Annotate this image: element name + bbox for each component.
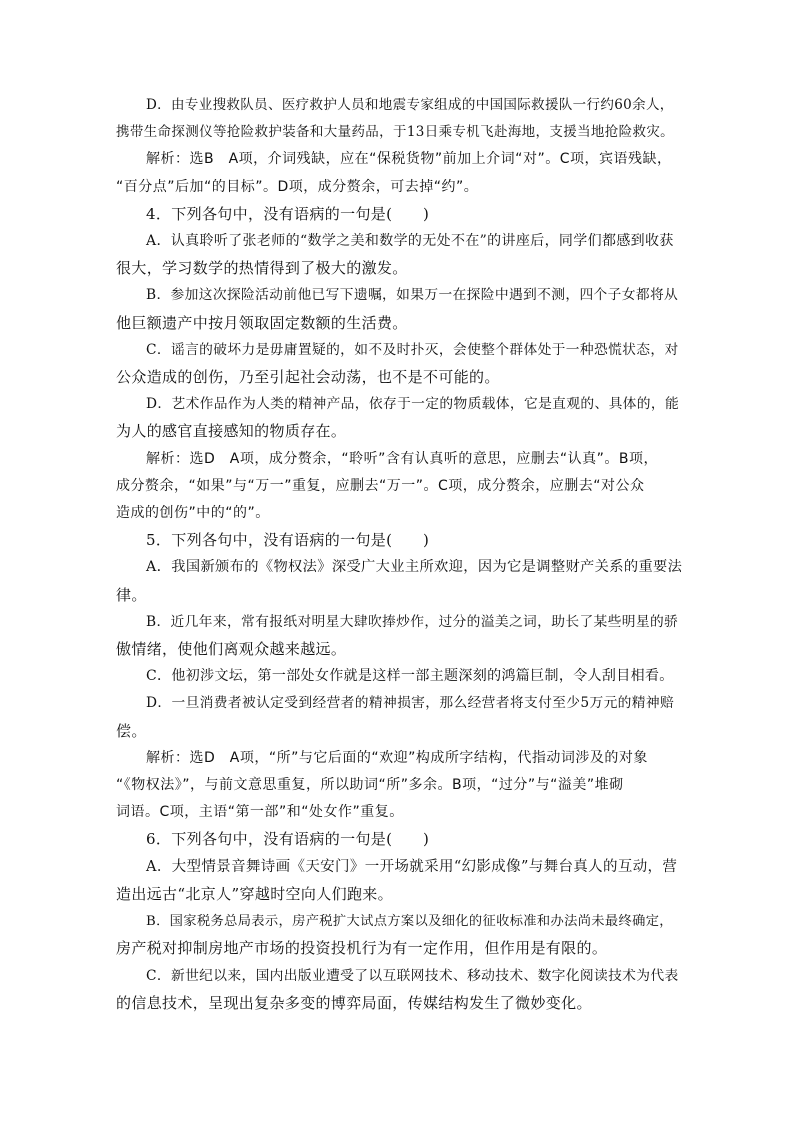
text-line: 很大，学习数学的热情得到了极大的激发。	[116, 259, 408, 278]
analysis-line: 造成的创伤”中的“的”。	[116, 505, 270, 522]
text-line: 偿。	[116, 721, 147, 740]
text-line: 5．下列各句中，没有语病的一句是( )	[146, 531, 430, 550]
text-line: 他巨额遗产中按月领取固定数额的生活费。	[116, 313, 408, 332]
text-line: D．由专业搜救队员、医疗救护人员和地震专家组成的中国国际救援队一行约60余人，	[146, 97, 674, 113]
text-line: A．我国新颁布的《物权法》深受广大业主所欢迎，因为它是调整财产关系的重要法	[146, 559, 683, 576]
text-line: B．国家税务总局表示，房产税扩大试点方案以及细化的征收标准和办法尚未最终确定，	[146, 914, 673, 930]
analysis-line: 解析：选D A项，成分赘余，“聆听”含有认真听的意思，应删去“认真”。B项，	[146, 450, 658, 467]
text-line: C．谣言的破坏力是毋庸置疑的，如不及时扑灭，会使整个群体处于一种恐慌状态，对	[146, 341, 679, 358]
analysis-line: 解析：选D A项，“所”与它后面的“欢迎”构成所字结构，代指动词涉及的对象	[146, 749, 648, 766]
text-line: A．大型情景音舞诗画《天安门》一开场就采用“幻影成像”与舞台真人的互动，营	[146, 858, 678, 875]
text-line: B．参加这次探险活动前他已写下遗嘱，如果万一在探险中遇到不测，四个子女都将从	[146, 287, 679, 304]
analysis-line: “《物权法》”，与前文意思重复，所以助词“所”多余。B项，“过分”与“溢美”堆砌	[116, 777, 624, 794]
text-line: B．近几年来，常有报纸对明星大肆吹捧炒作，过分的溢美之词，助长了某些明星的骄	[146, 613, 679, 630]
text-line: 房产税对抑制房地产市场的投资投机行为有一定作用，但作用是有限的。	[116, 939, 608, 958]
text-line: C．新世纪以来，国内出版业遭受了以互联网技术、移动技术、数字化阅读技术为代表	[146, 967, 679, 984]
analysis-line: 解析：选B A项，介词残缺，应在“保税货物”前加上介词“对”。C项，宾语残缺，	[146, 151, 672, 168]
document-body	[116, 92, 682, 1017]
text-line: C．他初涉文坛，第一部处女作就是这样一部主题深刻的鸿篇巨制，令人刮目相看。	[146, 668, 674, 685]
text-line: 律。	[116, 585, 147, 604]
text-line: 为人的感官直接感知的物质存在。	[116, 422, 347, 441]
text-line: 6．下列各句中，没有语病的一句是( )	[146, 830, 430, 849]
text-line: 公众造成的创伤，乃至引起社会动荡，也不是不可能的。	[116, 368, 500, 387]
text-line: 4．下列各句中，没有语病的一句是( )	[146, 204, 430, 223]
analysis-line: “百分点”后加“的目标”。D项，成分赘余，可去掉“约”。	[116, 178, 479, 195]
text-line: 的信息技术，呈现出复杂多变的博弈局面，传媒结构发生了微妙变化。	[116, 993, 592, 1012]
text-line: 造出远古“北京人”穿越时空向人们跑来。	[116, 884, 393, 903]
text-line: D．一旦消费者被认定受到经营者的精神损害，那么经营者将支付至少5万元的精神赔	[146, 695, 675, 712]
text-line: 傲情绪，使他们离观众越来越远。	[116, 640, 347, 659]
analysis-line: 成分赘余，“如果”与“万一”重复，应删去“万一”。C项，成分赘余，应删去“对公众	[116, 477, 645, 494]
text-line: 携带生命探测仪等抢险救护装备和大量药品，于13日乘专机飞赴海地，支援当地抢险救灾。	[116, 124, 675, 141]
text-line: A．认真聆听了张老师的“数学之美和数学的无处不在”的讲座后，同学们都感到收获	[146, 233, 674, 250]
analysis-line: 词语。C项，主语“第一部”和“处女作”重复。	[116, 804, 404, 821]
text-line: D．艺术作品作为人类的精神产品，依存于一定的物质载体，它是直观的、具体的，能	[146, 396, 680, 413]
